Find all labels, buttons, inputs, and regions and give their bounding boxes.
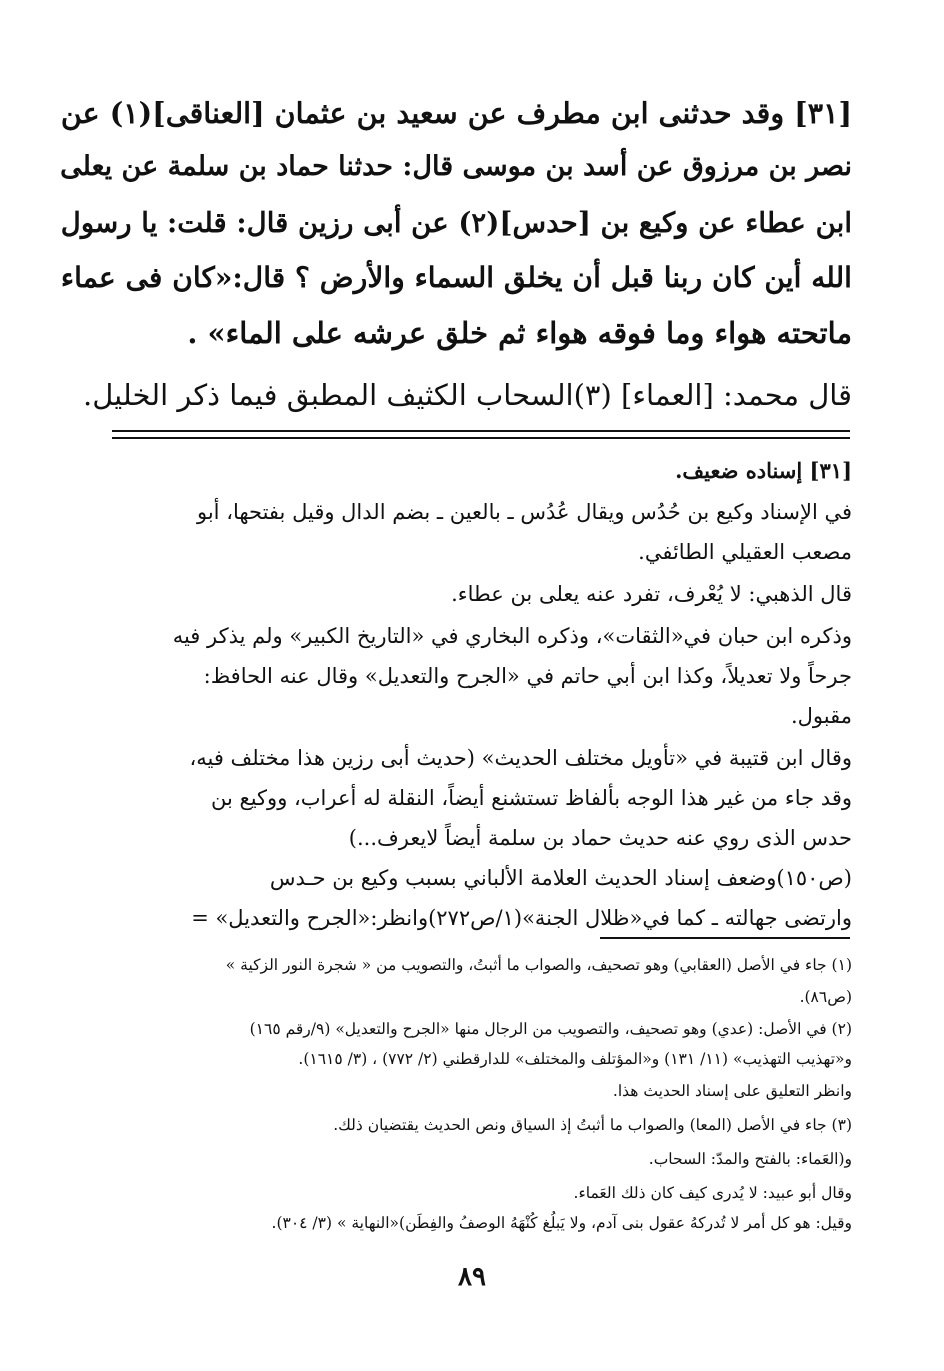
commentary-line-2: مصعب العقيلي الطائفي. <box>638 540 852 564</box>
commentary-line-1: في الإسناد وكيع بن حُدُس ويقال عُدُس ـ بالعين ـ بضم الدال وقيل بفتحها، أبو <box>196 500 852 524</box>
divider-bottom <box>112 437 850 439</box>
footnote-3-line-3: وقال أبو عبيد: لا يُدرى كيف كان ذلك العَماء. <box>573 1184 852 1202</box>
commentary-line-4: وذكره ابن حبان في«الثقات»، وذكره البخاري في «التاريخ الكبير» ولم يذكر فيه <box>172 624 852 648</box>
main-text-line-3: ابن عطاء عن وكيع بن [حدس](٢) عن أبى رزين قال: قلت: يا رسول <box>60 206 852 239</box>
commentary-line-7: وقال ابن قتيبة في «تأويل مختلف الحديث» (حديث أبى رزين هذا مختلف فيه، <box>189 746 852 770</box>
footnote-1-line-2: (ص٨٦). <box>799 988 852 1006</box>
commentary-line-9: حدس الذى روي عنه حديث حماد بن سلمة أيضاً لايعرف...) <box>348 826 852 850</box>
commentary-line-11: وارتضى جهالته ـ كما في«ظلال الجنة»(١/ص٢٧٢)وانظر:«الجرح والتعديل» = <box>191 906 852 930</box>
footnote-3-line-2: و(العَماء: بالفتح والمدّ: السحاب. <box>648 1150 852 1168</box>
commentary-line-10: (ص١٥٠)وضعف إسناد الحديث العلامة الألباني بسبب وكيع بن حـدس <box>269 866 852 890</box>
main-text-line-4: الله أين كان ربنا قبل أن يخلق السماء والأرض ؟ قال:«كان فى عماء <box>60 261 852 294</box>
main-text-line-5: ماتحته هواء وما فوقه هواء ثم خلق عرشه على الماء» . <box>187 316 852 350</box>
footnote-2-line-3: وانظر التعليق على إسناد الحديث هذا. <box>612 1082 852 1100</box>
page-number: ٨٩ <box>458 1262 486 1292</box>
main-text-remark: قال محمد: [العماء] (٣)السحاب الكثيف المطبق فيما ذكر الخليل. <box>83 378 852 412</box>
commentary-heading: [٣١] إسناده ضعيف. <box>675 458 852 483</box>
main-text-line-2: نصر بن مرزوق عن أسد بن موسى قال: حدثنا حماد بن سلمة عن يعلى <box>60 151 852 182</box>
footnote-3-line-1: (٣) جاء في الأصل (المعا) والصواب ما أثبتُ إذ السياق ونص الحديث يقتضيان ذلك. <box>333 1116 852 1134</box>
footnote-2-line-1: (٢) في الأصل: (عدي) وهو تصحيف، والتصويب من الرجال منها «الجرح والتعديل» (٩/رقم ١٦٥) <box>249 1020 852 1038</box>
commentary-line-6: مقبول. <box>791 704 852 728</box>
commentary-line-8: وقد جاء من غير هذا الوجه بألفاظ تستشنع أيضاً، النقلة له أعراب، ووكيع بن <box>211 786 852 810</box>
footnote-1-line-1: (١) جاء في الأصل (العقابي) وهو تصحيف، والصواب ما أثبتُ، والتصويب من « شجرة النور الزكية » <box>225 956 852 974</box>
footnote-3-line-4: وقيل: هو كل أمر لا تُدركهُ عقول بنى آدم، ولا يَبلُغ كُنْهَهُ الوصفُ والفِطَن)«النهاية » (٣/ ٣٠٤). <box>271 1214 852 1232</box>
commentary-line-3: قال الذهبي: لا يُعْرف، تفرد عنه يعلى بن عطاء. <box>451 582 852 606</box>
main-text-line-1: [٣١] وقد حدثنى ابن مطرف عن سعيد بن عثمان [العناقى](١) عن <box>60 96 852 130</box>
footnote-2-line-2: و«تهذيب التهذيب» (١١/ ١٣١) و«المؤتلف والمختلف» للدارقطني (٢/ ٧٧٢) ، (٣/ ١٦١٥). <box>298 1050 852 1068</box>
divider-top <box>112 430 850 432</box>
commentary-line-5: جرحاً ولا تعديلاً، وكذا ابن أبي حاتم في «الجرح والتعديل» وقال عنه الحافظ: <box>203 664 852 688</box>
footnote-separator <box>600 937 850 939</box>
